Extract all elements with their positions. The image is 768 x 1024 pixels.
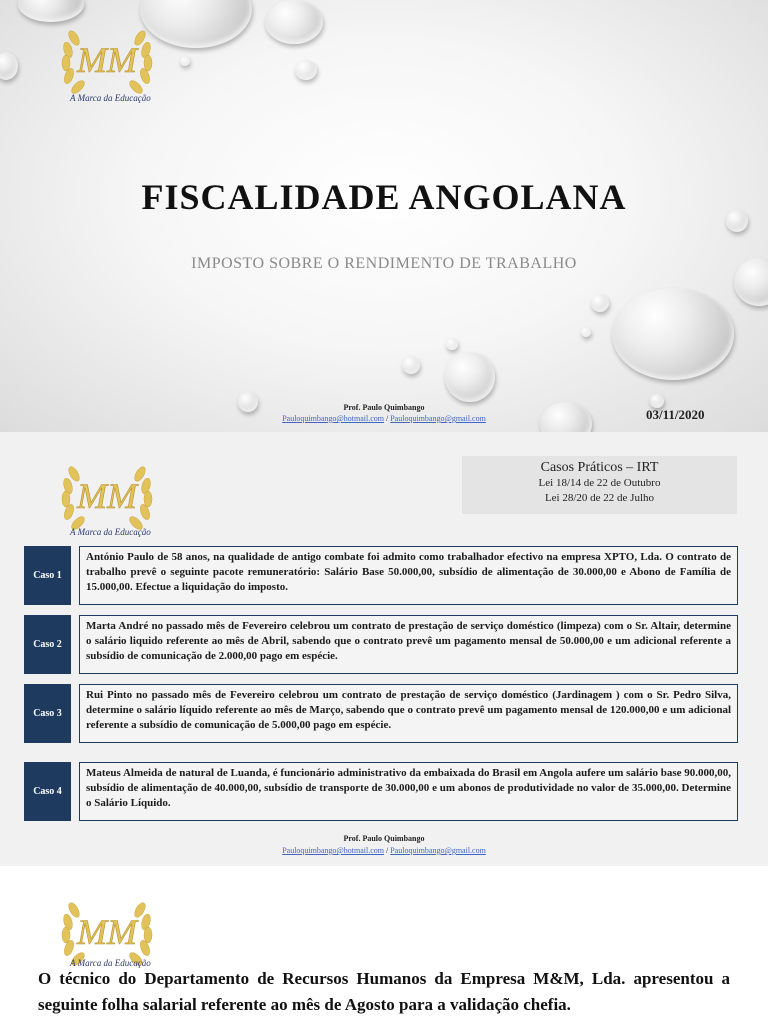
water-drop <box>591 294 609 312</box>
case-label: Caso 2 <box>24 615 71 674</box>
email-gmail-link[interactable]: Pauloquimbango@gmail.com <box>390 414 486 423</box>
water-drop <box>265 0 323 44</box>
svg-text:MM: MM <box>77 40 137 80</box>
water-drop <box>445 352 495 402</box>
page-title: FISCALIDADE ANGOLANA <box>141 177 627 217</box>
case-text: Rui Pinto no passado mês de Fevereiro celebrou um contrato de prestação de serviço doméstico (Jardinagem ) com o Sr. Pedro Silva, determine o salário líquido referente ao mês de Março, sabendo que o contrato prevê um pagamento mensal de 120.000,00 e um adicional referente a subsídio de comunicação de 5.000,00 pago em espécie. <box>79 684 738 743</box>
logo-caption: A Marca da Educação <box>70 527 151 537</box>
logo-caption: A Marca da Educação <box>70 958 151 968</box>
case-row-2 <box>24 615 738 674</box>
water-drop <box>295 60 317 80</box>
slide-date: 03/11/2020 <box>646 407 705 422</box>
law-reference-2: Lei 28/20 de 22 de Julho <box>544 492 655 504</box>
water-drop <box>0 52 18 80</box>
svg-text:MM: MM <box>77 912 137 952</box>
title-slide <box>0 0 768 432</box>
case-row-3 <box>24 684 738 743</box>
cases-header-title: Casos Práticos – IRT <box>540 460 659 475</box>
author-emails <box>0 846 768 855</box>
water-drop <box>180 56 190 66</box>
law-reference-1: Lei 18/14 de 22 de Outubro <box>538 477 661 489</box>
cases-header <box>462 456 737 514</box>
logo-caption: A Marca da Educação <box>70 93 151 103</box>
cases-slide <box>0 432 768 866</box>
author-name: Prof. Paulo Quimbango <box>343 834 425 843</box>
water-drop <box>581 327 591 337</box>
water-drop <box>446 338 458 350</box>
email-separator: / <box>386 414 389 423</box>
page-subtitle: IMPOSTO SOBRE O RENDIMENTO DE TRABALHO <box>191 255 577 272</box>
case-label: Caso 4 <box>24 762 71 821</box>
svg-text:MM: MM <box>77 476 137 516</box>
water-drop <box>612 288 734 380</box>
case-text: Mateus Almeida de natural de Luanda, é funcionário administrativo da embaixada do Brasil em Angola aufere um salário base 90.000,00, subsídio de alimentação de 40.000,00, subsídio de transporte de 30.000,00 e um abonos de produtividade no valor de 35.000,00. Determine o Salário Líquido. <box>79 762 738 821</box>
case-text: Marta André no passado mês de Fevereiro celebrou um contrato de prestação de serviço doméstico (limpeza) com o Sr. Altair, determine o salário liquido referente ao mês de Abril, sabendo que o contrato prevê um pagamento mensal de 50.000,00 e um adicional referente a subsídio de comunicação de 2.000,00 pago em espécie. <box>79 615 738 674</box>
email-separator: / <box>386 846 389 855</box>
email-gmail-link[interactable]: Pauloquimbango@gmail.com <box>390 846 486 855</box>
case-row-4 <box>24 762 738 821</box>
email-hotmail-link[interactable]: Pauloquimbango@hotmail.com <box>282 846 384 855</box>
case-label: Caso 1 <box>24 546 71 605</box>
case-row-1 <box>24 546 738 605</box>
payroll-slide <box>0 866 768 1024</box>
water-drop <box>402 356 420 374</box>
email-hotmail-link[interactable]: Pauloquimbango@hotmail.com <box>282 414 384 423</box>
author-name: Prof. Paulo Quimbango <box>343 403 425 412</box>
payroll-intro-text: O técnico do Departamento de Recursos Humanos da Empresa M&M, Lda. apresentou a seguinte folha salarial referente ao mês de Agosto para a validação chefia. <box>38 969 730 1014</box>
case-label: Caso 3 <box>24 684 71 743</box>
case-text: António Paulo de 58 anos, na qualidade de antigo combate foi admito como trabalhador efectivo na empresa XPTO, Lda. O contrato de trabalho prevê o seguinte pacote remuneratório: Salário Base 50.000,00, subsídio de alimentação de 30.000,00 e Abono de Família de 15.000,00. Efectue a liquidação do imposto. <box>79 546 738 605</box>
